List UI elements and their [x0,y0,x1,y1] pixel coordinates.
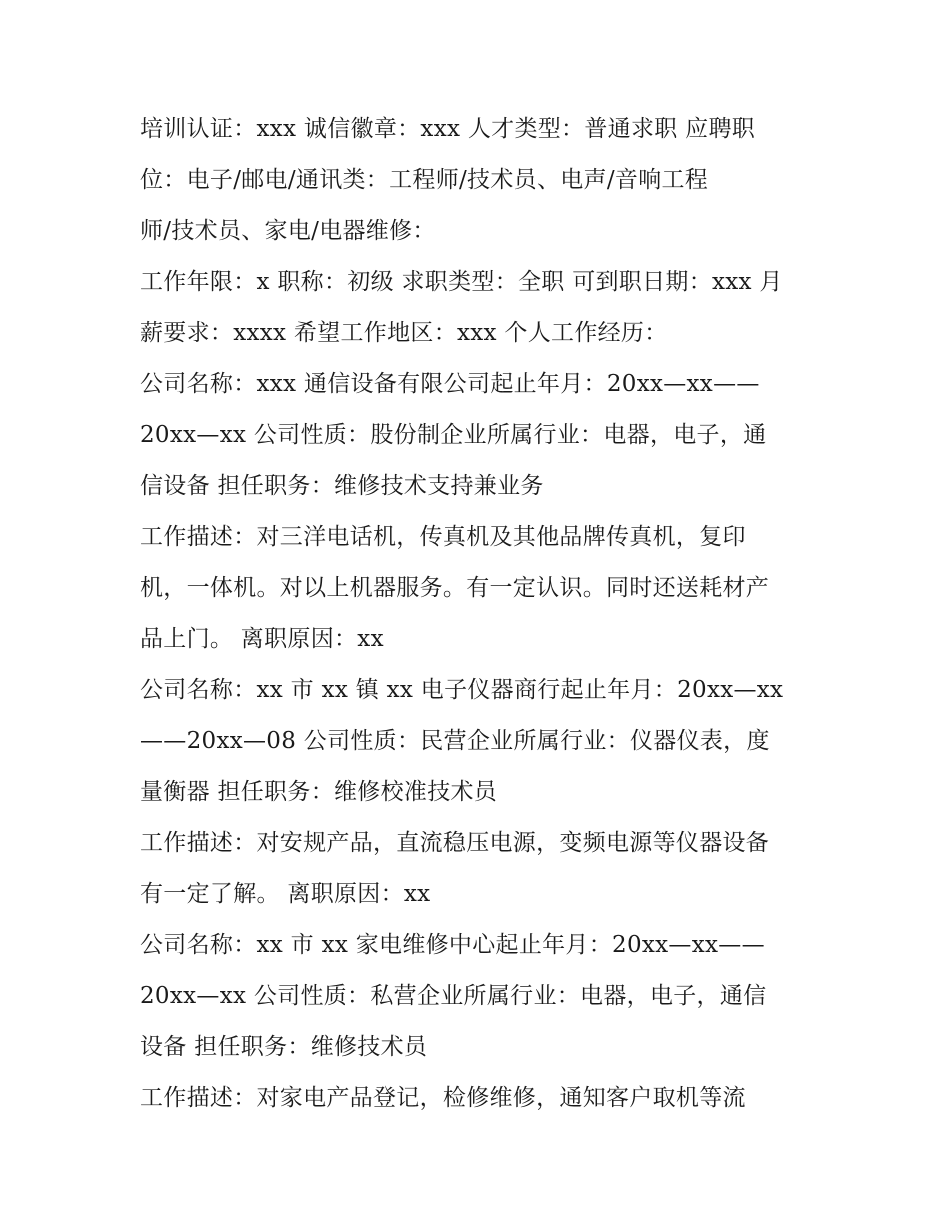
text-line: 师/技术员、家电/电器维修： [140,218,436,244]
text-line: 公司名称：xx 市 xx 家电维修中心起止年月：20xx—xx—— [140,932,765,958]
text-line: 工作年限：x 职称：初级 求职类型：全职 可到职日期：xxx 月 [140,269,783,295]
text-line: 培训认证：xxx 诚信徽章：xxx 人才类型：普通求职 应聘职 [140,116,756,142]
text-line: 20xx—xx 公司性质：股份制企业所属行业：电器，电子，通 [140,422,767,448]
text-line: 公司名称：xx 市 xx 镇 xx 电子仪器商行起止年月：20xx—xx [140,677,784,703]
text-line: 设备 担任职务：维修技术员 [140,1034,428,1060]
text-line: ——20xx—08 公司性质：民营企业所属行业：仪器仪表，度 [140,728,770,754]
document-body [140,104,820,1124]
text-line: 20xx—xx 公司性质：私营企业所属行业：电器，电子，通信 [140,983,767,1009]
text-line: 公司名称：xxx 通信设备有限公司起止年月：20xx—xx—— [140,371,760,397]
text-line: 品上门。 离职原因：xx [140,626,384,652]
text-line: 工作描述：对安规产品，直流稳压电源，变频电源等仪器设备 [140,830,770,856]
text-line: 信设备 担任职务：维修技术支持兼业务 [140,473,544,499]
text-line: 机，一体机。对以上机器服务。有一定认识。同时还送耗材产 [140,575,770,601]
text-line: 薪要求：xxxx 希望工作地区：xxx 个人工作经历： [140,320,668,346]
text-line: 量衡器 担任职务：维修校准技术员 [140,779,498,805]
text-line: 有一定了解。 离职原因：xx [140,881,431,907]
text-line: 工作描述：对三洋电话机，传真机及其他品牌传真机，复印 [140,524,746,550]
text-line: 工作描述：对家电产品登记，检修维修，通知客户取机等流 [140,1085,746,1111]
text-line: 位：电子/邮电/通讯类：工程师/技术员、电声/音响工程 [140,167,709,193]
